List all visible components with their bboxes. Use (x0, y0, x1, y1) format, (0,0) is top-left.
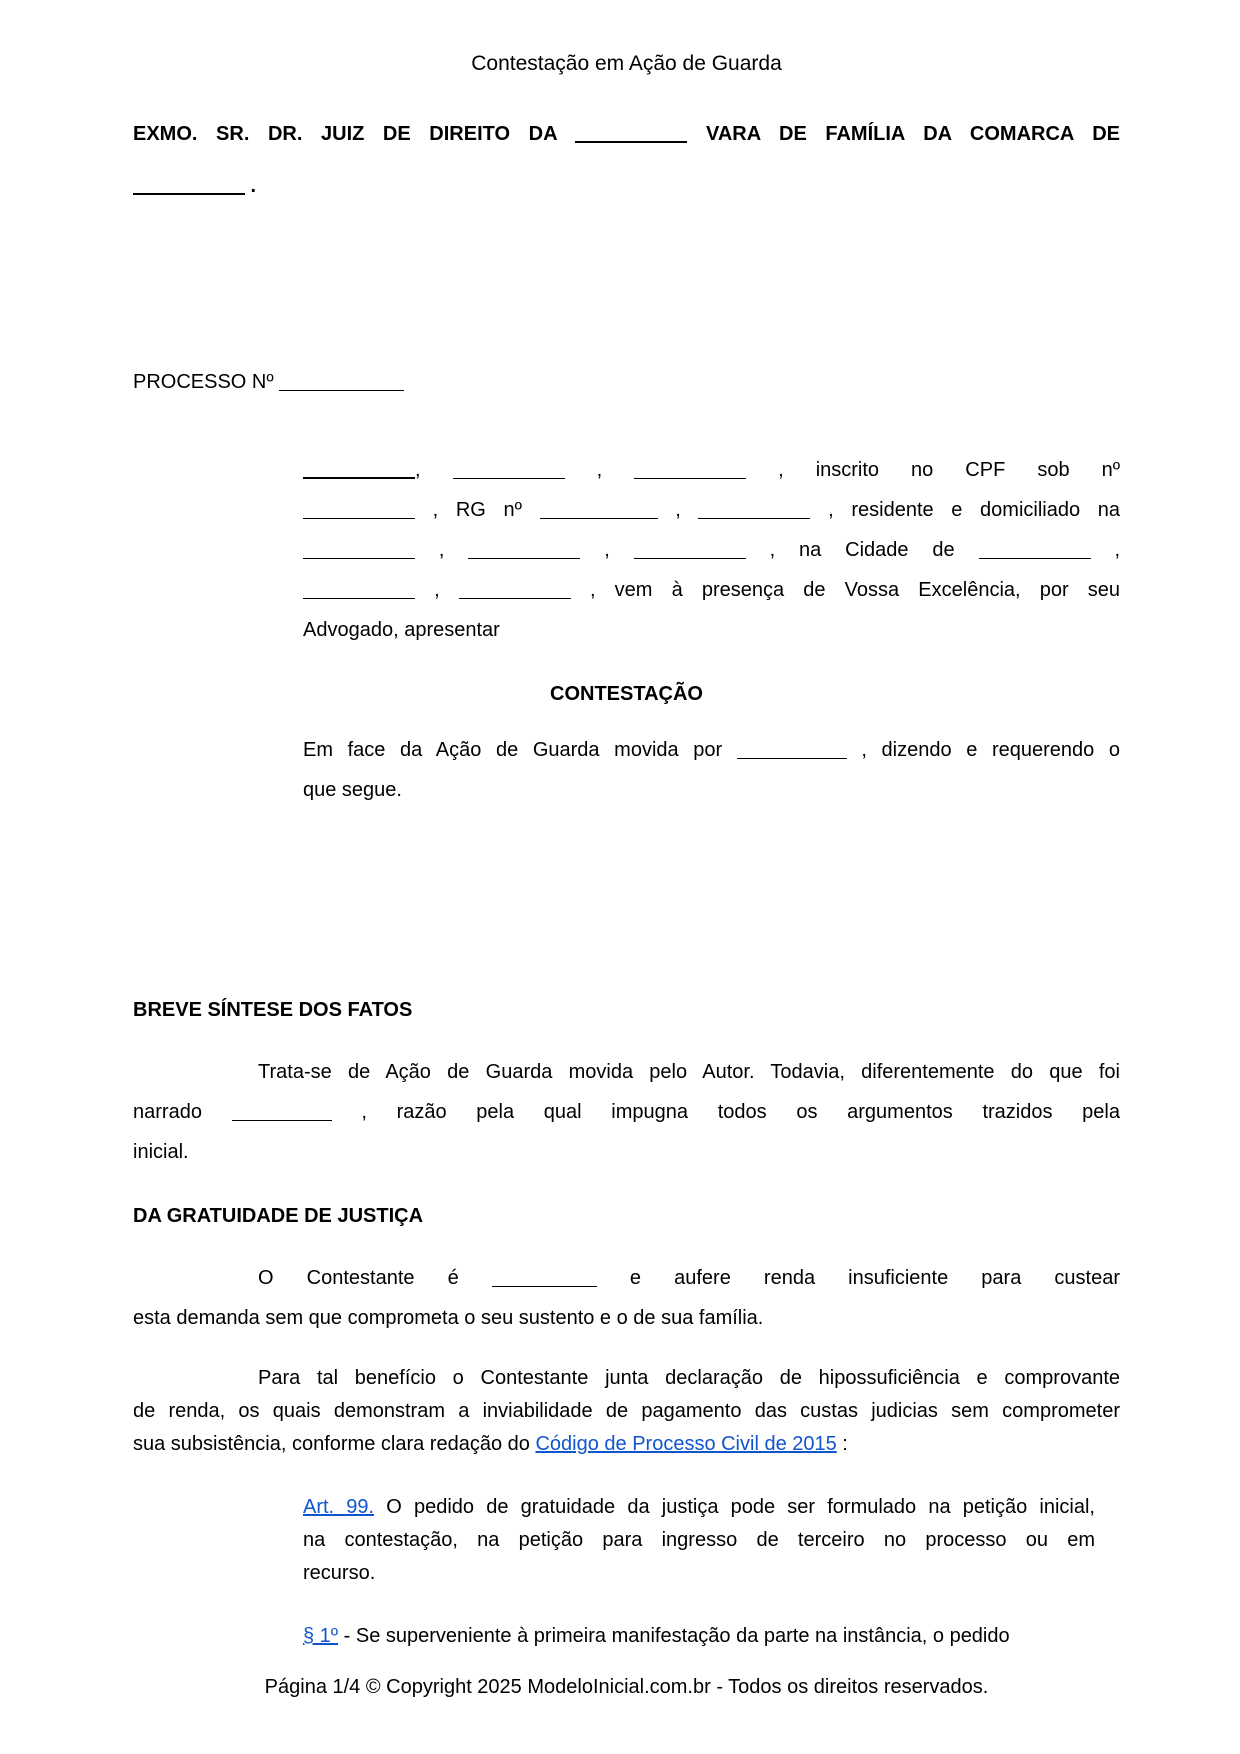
text-line: PROCESSO Nº (133, 362, 1120, 402)
text-line: Trata-se de Ação de Guarda movida pelo Autor. Todavia, diferentemente do que foi (258, 1061, 1120, 1083)
text-line: EXMO. SR. DR. JUIZ DE DIREITO DA VARA DE FAMÍLIA DA COMARCA DE (133, 123, 1120, 145)
blank-field (492, 1273, 597, 1287)
blank-field (979, 545, 1091, 559)
text-line: Em face da Ação de Guarda movida por , dizendo e requerendo o (303, 739, 1120, 761)
page-footer: Página 1/4 © Copyright 2025 ModeloInicial.com.br - Todos os direitos reservados. (264, 1676, 989, 1698)
court-address-header (133, 108, 1120, 212)
blank-field (459, 585, 571, 599)
text-line: . (133, 160, 1120, 212)
blank-field (232, 1107, 332, 1121)
text-line: DA GRATUIDADE DE JUSTIÇA (133, 1205, 424, 1227)
text-line: , RG nº , , residente e domiciliado na (303, 490, 1120, 530)
text-line: narrado , razão pela qual impugna todos os argumentos trazidos pela (133, 1101, 1120, 1123)
blank-field (303, 464, 415, 479)
blank-field (468, 545, 580, 559)
blank-field (453, 465, 565, 479)
text-line: de renda, os quais demonstram a inviabilidade de pagamento das custas judicias sem comprometer (133, 1400, 1120, 1422)
text-line: inicial. (133, 1141, 189, 1163)
text-line: sua subsistência, conforme clara redação do Código de Processo Civil de 2015 : (133, 1433, 848, 1455)
text-line: , , , na Cidade de , (303, 530, 1120, 570)
blank-field (303, 545, 415, 559)
blank-field (634, 545, 746, 559)
paratal-paragraph (133, 1362, 1120, 1461)
emface-paragraph (303, 730, 1120, 810)
blank-field (737, 745, 847, 759)
contestacao-heading (133, 674, 1120, 714)
text-line: BREVE SÍNTESE DOS FATOS (133, 999, 413, 1021)
text-line: CONTESTAÇÃO (550, 683, 703, 705)
blank-field (133, 180, 245, 195)
text-line: , , vem à presença de Vossa Excelência, por seu (303, 570, 1120, 610)
blank-field (303, 585, 415, 599)
document-title: Contestação em Ação de Guarda (471, 52, 782, 75)
process-number-line (133, 362, 1120, 402)
document-body (133, 108, 1120, 1653)
cpc-2015-link[interactable]: Código de Processo Civil de 2015 (535, 1433, 837, 1455)
text-line: Art. 99. O pedido de gratuidade da justiça pode ser formulado na petição inicial, (303, 1496, 1095, 1518)
section-breve-sintese (133, 990, 1120, 1030)
text-line: Advogado, apresentar (303, 619, 500, 641)
paragrafo-1-quote (303, 1620, 1095, 1653)
text-line: , , , inscrito no CPF sob nº (303, 450, 1120, 490)
blank-field (575, 128, 687, 143)
text-line: recurso. (303, 1562, 376, 1584)
art-99-link[interactable]: Art. 99. (303, 1496, 375, 1518)
blank-field (303, 505, 415, 519)
text-line: esta demanda sem que comprometa o seu sustento e o de sua família. (133, 1307, 764, 1329)
blank-field (279, 377, 404, 391)
blank-field (540, 505, 658, 519)
blank-field (698, 505, 810, 519)
text-line: Para tal benefício o Contestante junta declaração de hipossuficiência e comprovante (258, 1367, 1120, 1389)
text-line: que segue. (303, 779, 402, 801)
party-qualification (303, 450, 1120, 650)
paragrafo-1-link[interactable]: § 1º (303, 1625, 339, 1647)
section-gratuidade (133, 1196, 1120, 1236)
text-line: O Contestante é e aufere renda insuficiente para custear (258, 1267, 1121, 1289)
text-line: § 1º - Se superveniente à primeira manifestação da parte na instância, o pedido (303, 1625, 1010, 1647)
text-line: na contestação, na petição para ingresso de terceiro no processo ou em (303, 1529, 1095, 1551)
contestante-paragraph (133, 1258, 1120, 1338)
art99-quote (303, 1491, 1095, 1590)
blank-field (634, 465, 746, 479)
fatos-paragraph (133, 1052, 1120, 1172)
